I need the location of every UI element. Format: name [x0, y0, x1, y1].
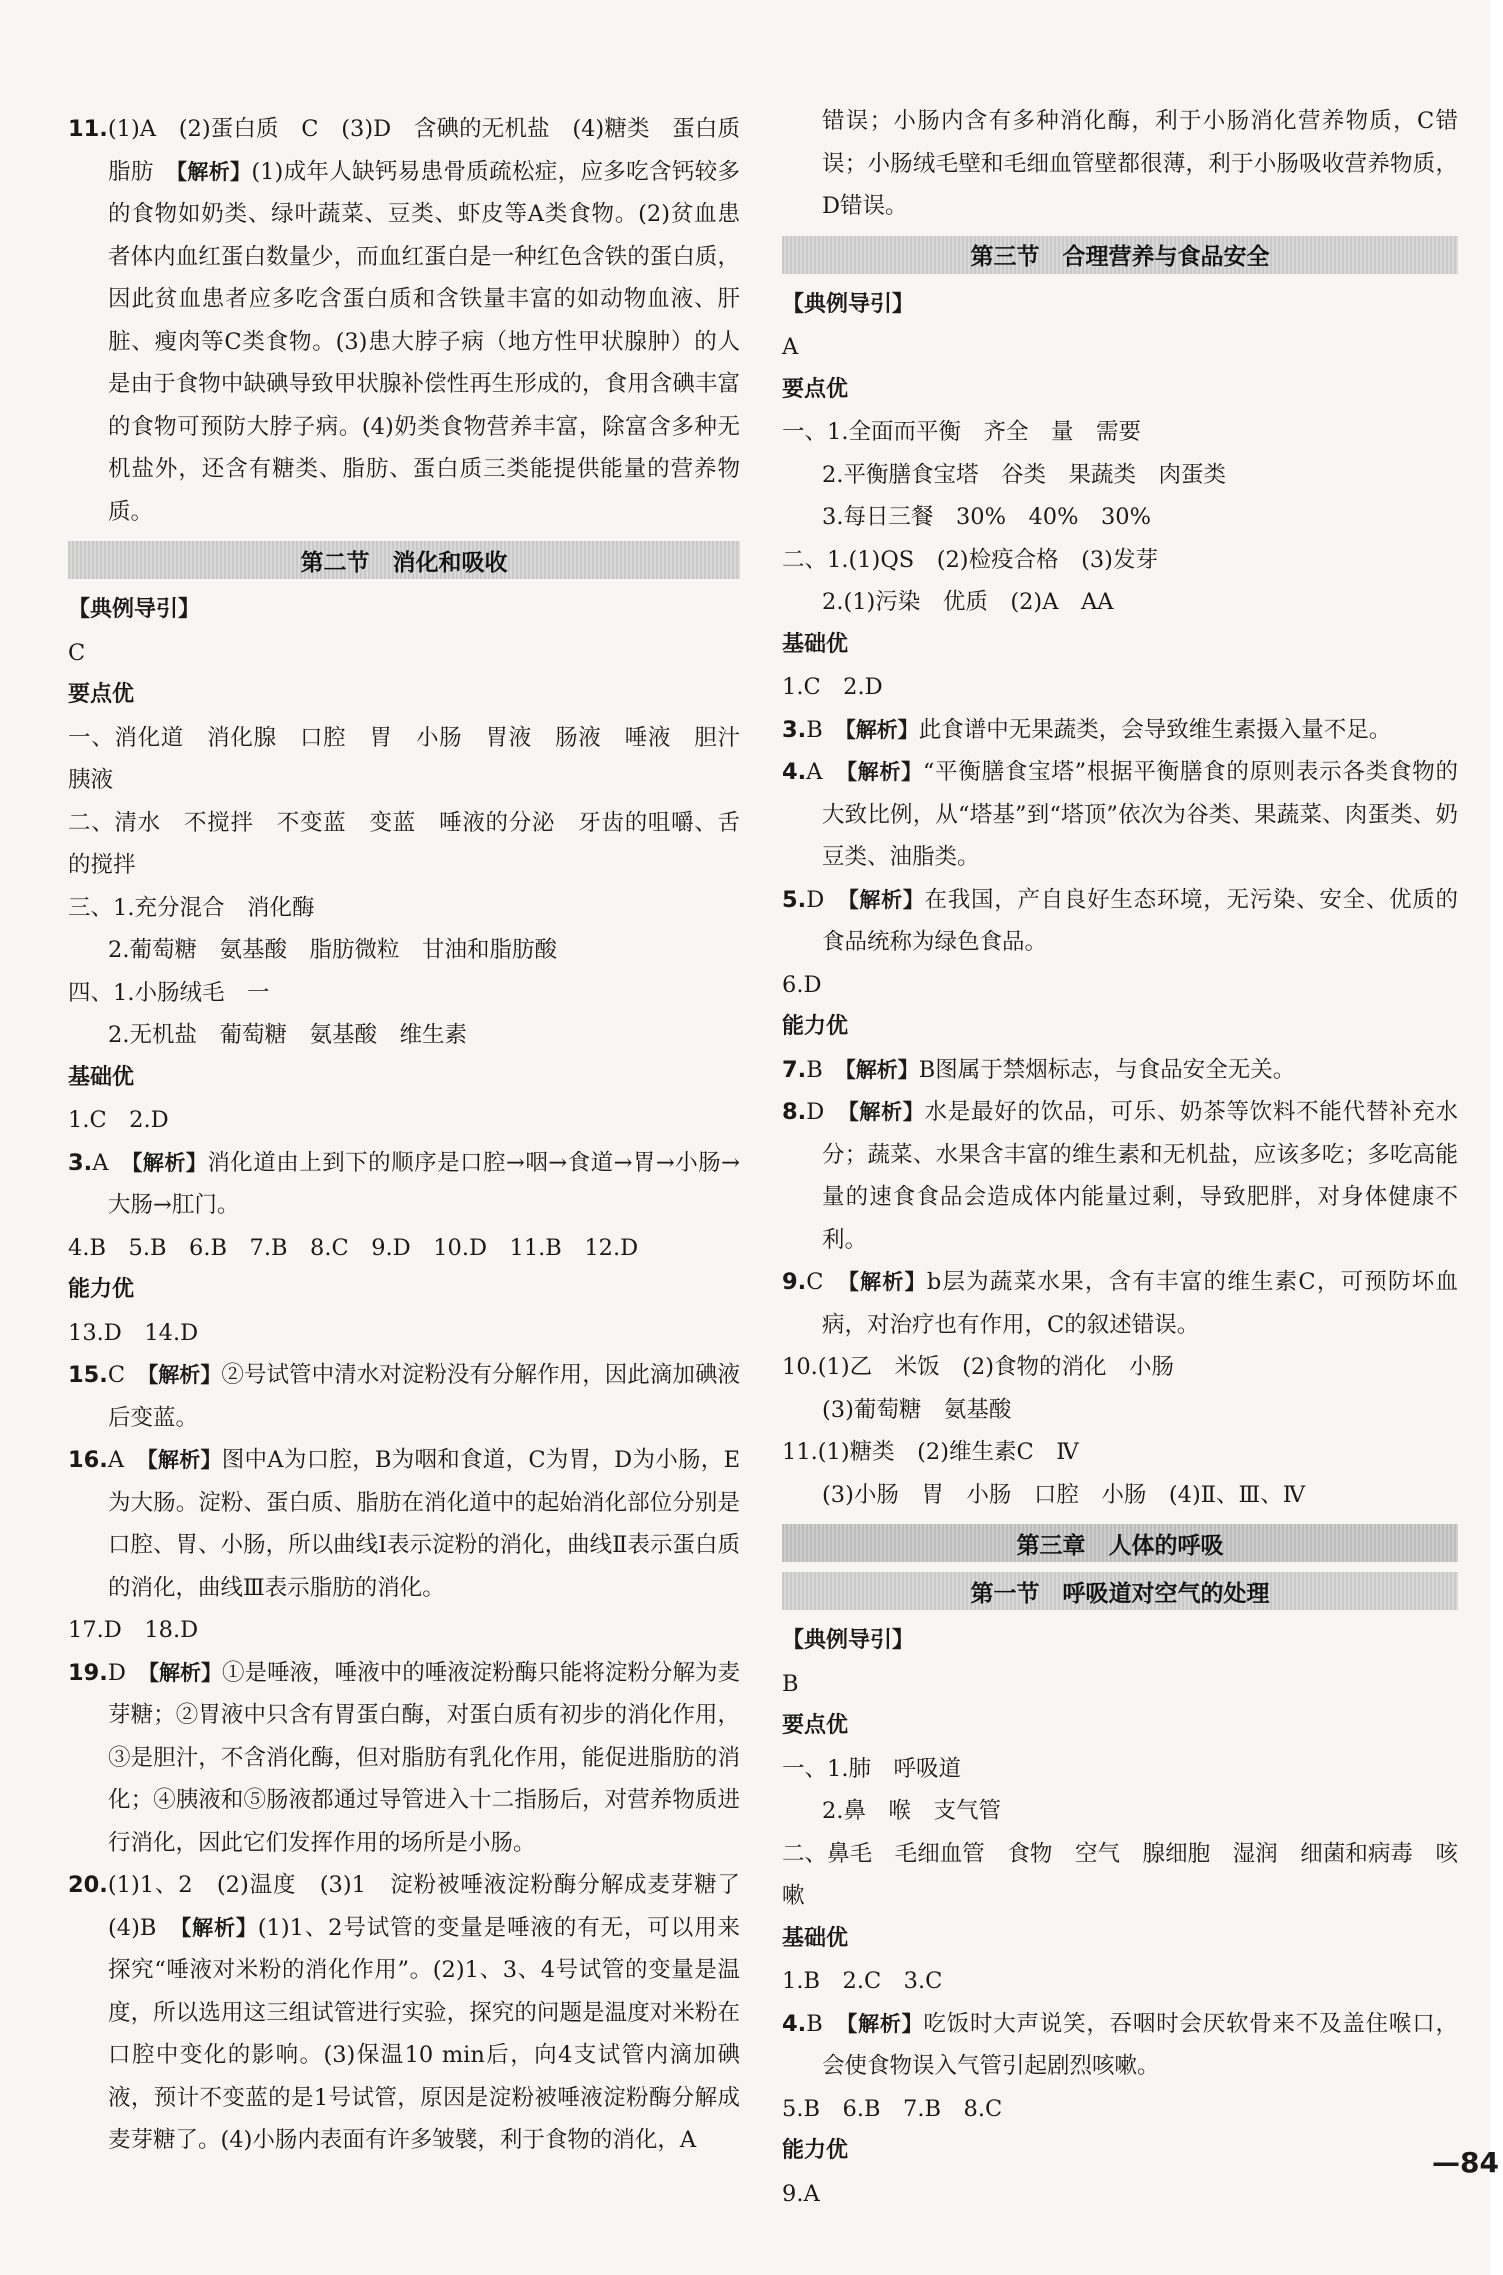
answer-line: [68, 1014, 740, 1057]
analysis-label: 【解析】: [180, 1915, 258, 1940]
page-edge-strip: [1490, 0, 1503, 2275]
subsection-label: 要点优: [782, 376, 849, 402]
answer-line: [782, 496, 1458, 539]
subsection-label: 基础优: [68, 1064, 135, 1090]
analysis-text: (1)成年人缺钙易患骨质疏松症，应多吃含钙较多的食物如奶类、绿叶蔬菜、豆类、虾皮等A类食物。(2)贫血患者体内血红蛋白数量少，而血红蛋白是一种红色含铁的蛋白质，因此贫血患者应多吃含蛋白质和含铁量丰富的如动物血液、肝脏、瘦肉等C类食物。(3)患大脖子病（地方性甲状腺肿）的人是由于食物中缺碘导致甲状腺补偿性再生形成的，食用含碘丰富的食物可预防大脖子病。(4)奶类食物营养丰富，除富含多种无机盐外，还含有糖类、脂肪、蛋白质三类能提供能量的营养物质。: [108, 158, 740, 525]
answer-line: [68, 717, 763, 802]
subsection-label: 基础优: [782, 631, 849, 657]
answer-line: [782, 1790, 1458, 1833]
analysis-text: 消化道由上到下的顺序是口腔→咽→食道→胃→小肠→大肠→肛门。: [108, 1149, 741, 1218]
subsection-label: 【典例导引】: [782, 291, 915, 317]
answer-text: 1.C 2.D: [68, 1107, 169, 1133]
answer-item: [782, 1261, 1458, 1346]
answer-line: [782, 964, 1458, 1007]
answer-text: C: [68, 639, 86, 666]
answer-line: [68, 1312, 740, 1355]
section-heading: 第三节 合理营养与食品安全: [782, 236, 1458, 274]
answer-text: 2.无机盐 葡萄糖 氨基酸 维生素: [108, 1022, 467, 1048]
subsection-label: 能力优: [68, 1277, 135, 1302]
subsection-label: 【典例导引】: [68, 597, 201, 622]
answer-item: [782, 879, 1458, 964]
answer-text: 6.D: [782, 971, 822, 998]
answer-item: [68, 1652, 740, 1865]
answer-line: [68, 887, 740, 930]
answer-text: A: [782, 334, 799, 360]
answer-line: [68, 929, 740, 972]
answer-line: [782, 1389, 1458, 1432]
answer-item: [68, 1864, 763, 2162]
answer-text: 1.C 2.D: [782, 674, 883, 700]
answer-text: A: [806, 759, 847, 785]
question-number: 9.: [782, 1269, 807, 1295]
right-column: [782, 100, 1458, 2215]
answer-text: A: [92, 1149, 132, 1176]
analysis-label: 【解析】: [845, 717, 919, 742]
answer-line: [782, 411, 1458, 454]
answer-line: [68, 972, 740, 1015]
subsection-label: 要点优: [68, 682, 135, 707]
answer-text: 三、1.充分混合 消化酶: [68, 894, 315, 921]
question-number: 11.: [68, 116, 108, 142]
subsection-label: 能力优: [782, 1014, 849, 1039]
answer-item: [68, 1439, 740, 1609]
analysis-label: 【解析】: [148, 1660, 223, 1685]
answer-line: [68, 632, 740, 675]
analysis-label: 【解析】: [846, 760, 923, 784]
answer-text: 11.(1)糖类 (2)维生素C Ⅳ: [782, 1439, 1079, 1465]
answer-text: 二、1.(1)QS (2)检疫合格 (3)发芽: [782, 546, 1158, 573]
answer-text: 错误；小肠内含有多种消化酶，利于小肠消化营养物质，C错误；小肠绒毛壁和毛细血管壁都很薄，利于小肠吸收营养物质，D错误。: [822, 108, 1458, 219]
answer-line: [782, 1663, 1458, 1706]
analysis-text: ②号试管中清水对淀粉没有分解作用，因此滴加碘液后变蓝。: [108, 1362, 740, 1431]
question-number: 7.: [782, 1056, 807, 1083]
page-number: —84: [1432, 2146, 1499, 2179]
answer-line: [782, 1833, 1458, 1918]
answer-text: B: [806, 716, 846, 743]
answer-line: [782, 666, 1458, 709]
section-heading: 第三章 人体的呼吸: [782, 1524, 1458, 1562]
subsection-label: 要点优: [782, 1713, 849, 1738]
analysis-label: 【解析】: [131, 1150, 208, 1175]
answer-line: [68, 1099, 740, 1142]
answer-line: [782, 100, 1458, 228]
analysis-label: 【解析】: [147, 1448, 222, 1472]
analysis-text: ①是唾液，唾液中的唾液淀粉酶只能将淀粉分解为麦芽糖；②胃液中只含有胃蛋白酶，对蛋白质有初步的消化作用，③是胆汁，不含消化酶，但对脂肪有乳化作用，能促进脂肪的消化；④胰液和⑤肠液都通过导管进入十二指肠后，对营养物质进行消化，因此它们发挥作用的场所是小肠。: [108, 1659, 741, 1856]
question-number: 4.: [782, 2010, 807, 2037]
answer-item: [782, 751, 1458, 879]
answer-item: [782, 1091, 1458, 1261]
answer-text: B: [806, 1056, 846, 1083]
answer-text: 四、1.小肠绒毛 一: [68, 979, 270, 1006]
answer-text: A: [107, 1447, 148, 1473]
answer-line: [782, 1431, 1458, 1474]
answer-line: [782, 326, 1458, 369]
question-number: 19.: [68, 1659, 108, 1686]
answer-text: 5.B 6.B 7.B 8.C: [782, 2095, 1003, 2122]
answer-text: (1)1、2 (2)温度 (3)1 淀粉被唾液淀粉酶分解成麦芽糖了 (4)B: [107, 1872, 763, 1941]
analysis-text: 在我国，产自良好生态环境，无污染、安全、优质的食品统称为绿色食品。: [822, 886, 1458, 955]
answer-item: [68, 108, 763, 533]
analysis-label: 【解析】: [846, 2011, 924, 2036]
subsection-label: 基础优: [782, 1925, 849, 1951]
answer-item: [782, 1049, 1458, 1092]
question-number: 20.: [68, 1872, 108, 1898]
answer-line: [782, 1960, 1458, 2003]
answer-text: C: [107, 1362, 148, 1388]
question-number: 4.: [782, 759, 807, 785]
question-number: 16.: [68, 1447, 108, 1473]
analysis-label: 【解析】: [848, 1270, 927, 1294]
answer-text: 9.A: [782, 2180, 820, 2207]
question-number: 3.: [782, 716, 807, 743]
question-number: 5.: [782, 886, 807, 913]
answer-item: [782, 2003, 1458, 2088]
answer-text: 二、鼻毛 毛细血管 食物 空气 腺细胞 湿润 细菌和病毒 咳嗽: [782, 1840, 1458, 1909]
answer-line: [782, 1474, 1458, 1517]
answer-text: C: [806, 1269, 849, 1295]
answer-text: B: [782, 1670, 799, 1697]
answer-text: 2.葡萄糖 氨基酸 脂肪微粒 甘油和脂肪酸: [108, 937, 557, 963]
question-number: 8.: [782, 1099, 807, 1125]
answer-text: 13.D 14.D: [68, 1319, 199, 1346]
answer-line: [68, 1609, 740, 1652]
answer-item: [68, 1354, 740, 1439]
analysis-text: “平衡膳食宝塔”根据平衡膳食的原则表示各类食物的大致比例，从“塔基”到“塔顶”依次为谷类、果蔬菜、肉蛋类、奶豆类、油脂类。: [822, 759, 1459, 870]
answer-text: 一、消化道 消化腺 口腔 胃 小肠 胃液 肠液 唾液 胆汁 胰液: [68, 724, 763, 793]
answer-text: 一、1.肺 呼吸道: [782, 1755, 961, 1782]
analysis-text: b层为蔬菜水果，含有丰富的维生素C，可预防坏血病，对治疗也有作用，C的叙述错误。: [822, 1269, 1459, 1338]
answer-text: 2.平衡膳食宝塔 谷类 果蔬类 肉蛋类: [822, 461, 1226, 488]
answer-line: [68, 1227, 740, 1270]
analysis-text: B图属于禁烟标志，与食品安全无关。: [918, 1056, 1296, 1083]
analysis-text: (1)1、2号试管的变量是唾液的有无，可以用来探究“唾液对米粉的消化作用”。(2)1、3、4号试管的变量是温度，所以选用这三组试管进行实验，探究的问题是温度对米粉在口腔中变化的影响。(3)保温10 min后，向4支试管内滴加碘液，预计不变蓝的是1号试管，原因是淀粉被唾液淀粉酶分解成麦芽糖了。(4)小肠内表面有许多皱襞，利于食物的消化，A: [108, 1914, 741, 2153]
answer-line: [782, 454, 1458, 497]
subsection-label: 能力优: [782, 2138, 849, 2163]
analysis-text: 此食谱中无果蔬类，会导致维生素摄入量不足。: [918, 716, 1392, 743]
answer-text: 2.鼻 喉 支气管: [822, 1798, 1001, 1824]
answer-line: [68, 802, 740, 887]
answer-line: [782, 1346, 1458, 1389]
answer-line: [782, 581, 1458, 624]
answer-text: D: [806, 886, 849, 913]
answer-text: 二、清水 不搅拌 不变蓝 变蓝 唾液的分泌 牙齿的咀嚼、舌的搅拌: [68, 809, 740, 878]
answer-line: [782, 2173, 1458, 2216]
subsection-label: 【典例导引】: [782, 1628, 915, 1653]
analysis-text: 图中A为口腔，B为咽和食道，C为胃，D为小肠，E为大肠。淀粉、蛋白质、脂肪在消化道中的起始消化部位分别是口腔、胃、小肠，所以曲线Ⅰ表示淀粉的消化，曲线Ⅱ表示蛋白质的消化，曲线Ⅲ表示脂肪的消化。: [108, 1447, 740, 1601]
analysis-label: 【解析】: [848, 887, 925, 912]
answer-text: 一、1.全面而平衡 齐全 量 需要: [782, 419, 1141, 445]
section-heading: 第一节 呼吸道对空气的处理: [782, 1572, 1458, 1610]
answer-text: 17.D 18.D: [68, 1617, 199, 1643]
analysis-label: 【解析】: [147, 1363, 222, 1387]
answer-text: B: [806, 2010, 847, 2037]
analysis-text: 吃饭时大声说笑，吞咽时会厌软骨来不及盖住喉口，会使食物误入气管引起剧烈咳嗽。: [822, 2010, 1458, 2079]
answer-line: [782, 2088, 1458, 2131]
answer-text: (1)A (2)蛋白质 C (3)D 含碘的无机盐 (4)糖类 蛋白质 脂肪: [107, 116, 763, 185]
answer-text: 4.B 5.B 6.B 7.B 8.C 9.D 10.D 11.B 12.D: [68, 1234, 639, 1261]
answer-line: [782, 1748, 1458, 1791]
analysis-label: 【解析】: [848, 1100, 925, 1124]
answer-text: 3.每日三餐 30% 40% 30%: [822, 504, 1151, 530]
question-number: 3.: [68, 1149, 93, 1176]
question-number: 15.: [68, 1362, 108, 1388]
answer-text: 10.(1)乙 米饭 (2)食物的消化 小肠: [782, 1354, 1175, 1380]
answer-line: [782, 539, 1458, 582]
analysis-text: 水是最好的饮品，可乐、奶茶等饮料不能代替补充水分；蔬菜、水果含丰富的维生素和无机盐，应该多吃；多吃高能量的速食食品会造成体内能量过剩，导致肥胖，对身体健康不利。: [822, 1099, 1458, 1253]
answer-item: [782, 709, 1458, 752]
answer-text: 1.B 2.C 3.C: [782, 1968, 943, 1994]
section-heading: 第二节 消化和吸收: [68, 541, 740, 579]
answer-text: D: [107, 1659, 149, 1686]
answer-text: D: [806, 1099, 849, 1125]
left-column: [68, 108, 763, 2162]
answer-text: (3)小肠 胃 小肠 口腔 小肠 (4)Ⅱ、Ⅲ、Ⅳ: [822, 1481, 1306, 1508]
answer-item: [68, 1142, 740, 1227]
analysis-label: 【解析】: [176, 159, 252, 184]
analysis-label: 【解析】: [845, 1057, 919, 1082]
answer-text: (3)葡萄糖 氨基酸: [822, 1396, 1012, 1423]
answer-text: 2.(1)污染 优质 (2)A AA: [822, 589, 1114, 615]
